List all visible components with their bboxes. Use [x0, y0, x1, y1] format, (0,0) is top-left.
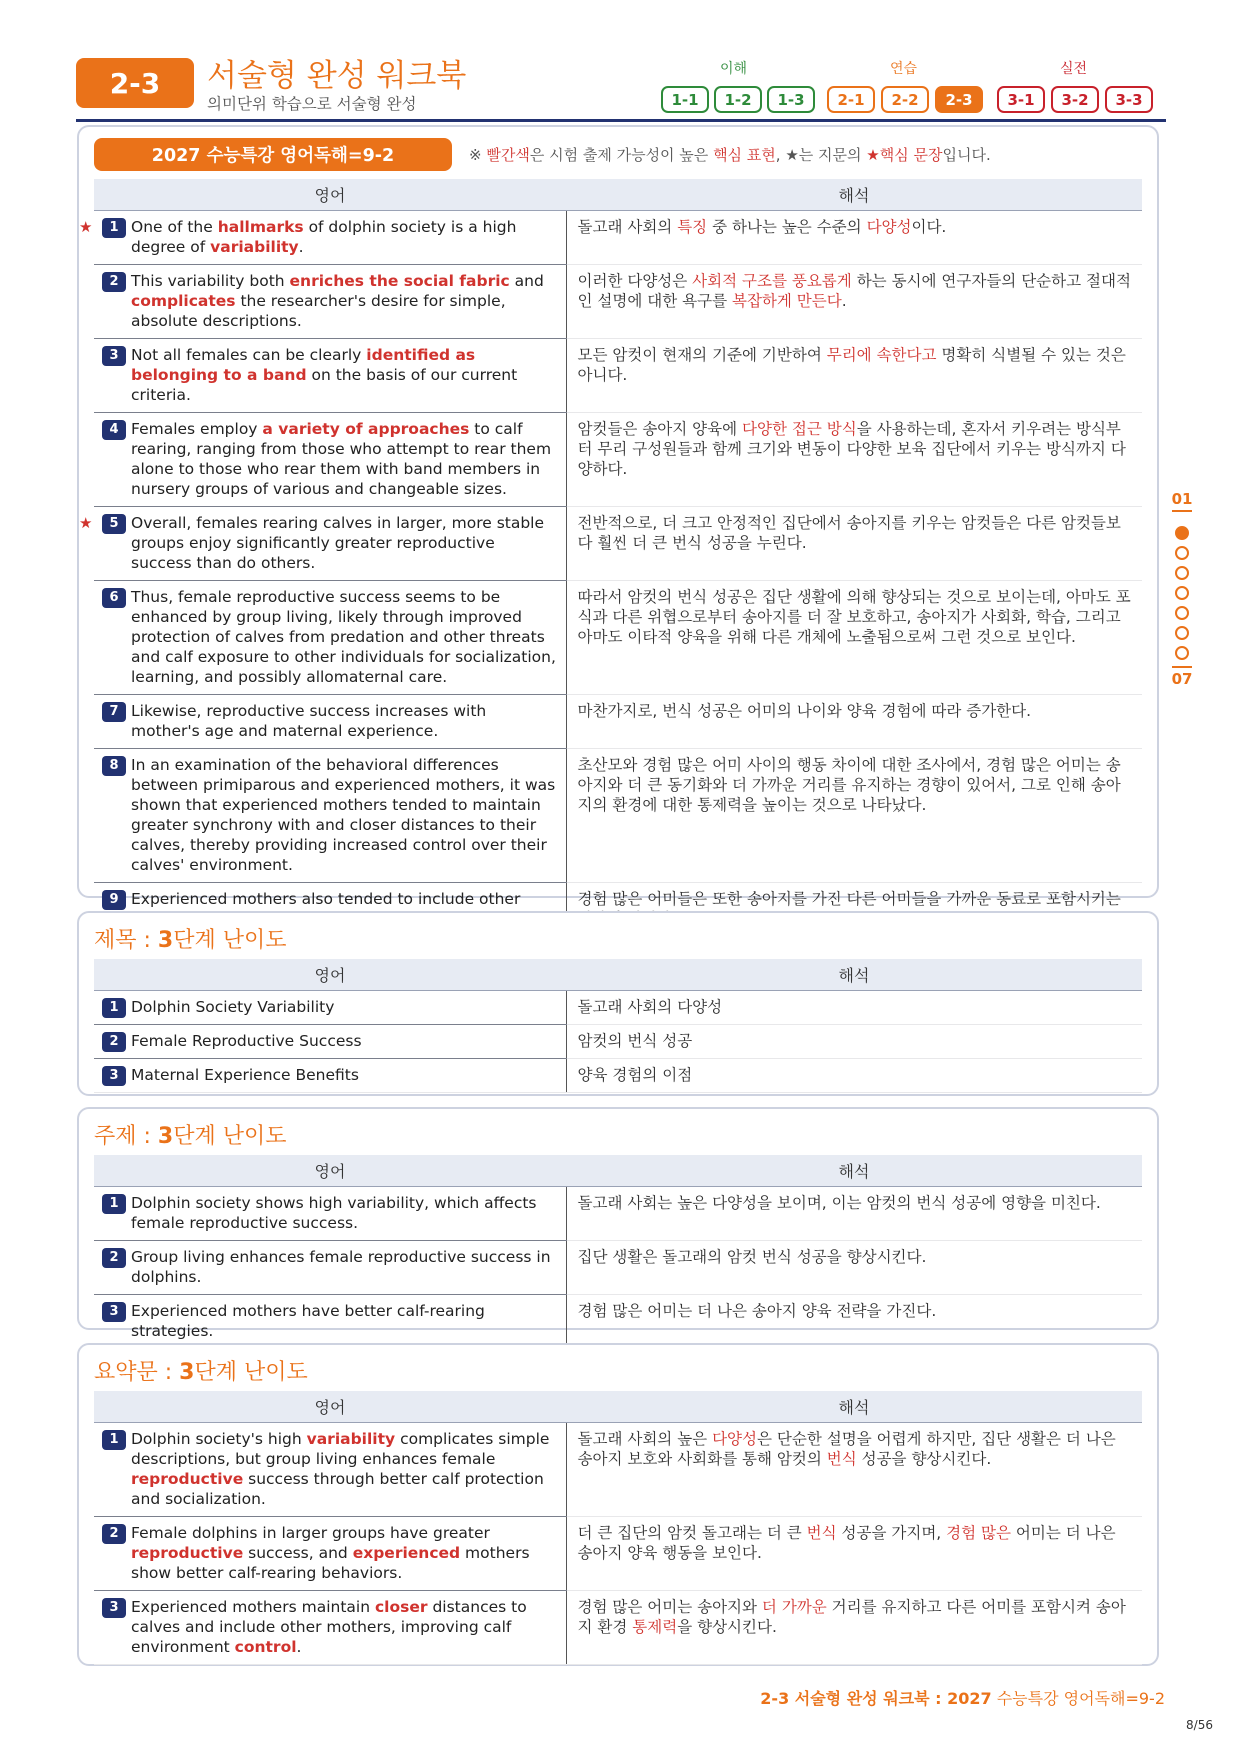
- page-header: [76, 52, 1166, 124]
- table-row: 8 In an examination of the behavioral differences between primiparous and experienced mothers, it was shown that experienced mothers tended to maintain greater synchrony with and closer distances to their calves, thereby providing increased control over their calves' environment. 초산모와 경험 많은 어미 사이의 행동 차이에 대한 조사에서, 경험 많은 어미는 송아지와 더 큰 동기화와 더 가까운 거리를 유지하는 경향이 있어서, 그로 인해 송아지의 환경에 대한 통제력을 높이는 것으로 나타났다.: [94, 748, 1142, 882]
- page-dot[interactable]: [1175, 626, 1189, 640]
- header-divider: [76, 119, 1166, 122]
- page-dot[interactable]: [1175, 546, 1189, 560]
- sentence-number: 5: [102, 514, 126, 534]
- section-title: 주제 : 3단계 난이도: [94, 1124, 287, 1149]
- table-row: 1 Dolphin society shows high variability, which affects female reproductive success. 돌고래 사회는 높은 다양성을 보이며, 이는 암컷의 번식 성공에 영향을 미친다.: [94, 1186, 1142, 1240]
- page-title: 서술형 완성 워크북: [207, 58, 467, 94]
- sentence-number: 1: [102, 218, 126, 238]
- column-header-en: 영어: [94, 1155, 566, 1186]
- source-badge: 2027 수능특강 영어독해=9-2: [94, 138, 452, 171]
- side-page-start: 01: [1171, 490, 1193, 508]
- section-title: 제목 : 3단계 난이도: [94, 928, 287, 953]
- title-table: [94, 959, 1142, 1093]
- sentence-number: 2: [102, 1032, 126, 1052]
- sentence-number: 2: [102, 1524, 126, 1544]
- table-row: ★ 1 One of the hallmarks of dolphin society is a high degree of variability. 돌고래 사회의 특징 중 하나는 높은 수준의 다양성이다.: [94, 210, 1142, 264]
- step-button[interactable]: 3-2: [1051, 86, 1099, 113]
- summary-section: [77, 1343, 1159, 1666]
- step-button[interactable]: 1-2: [714, 86, 762, 113]
- sentence-number: 4: [102, 420, 126, 440]
- column-header-ko: 해석: [566, 179, 1142, 210]
- sentence-number: 2: [102, 1248, 126, 1268]
- side-divider: [1172, 666, 1192, 668]
- step-button[interactable]: 2-1: [827, 86, 875, 113]
- step-button[interactable]: 3-3: [1105, 86, 1153, 113]
- side-page-end: 07: [1171, 670, 1193, 688]
- section-title: 요약문 : 3단계 난이도: [94, 1360, 308, 1385]
- legend-note: ※ 빨간색은 시험 출제 가능성이 높은 핵심 표현, ★는 지문의 ★핵심 문장입니다.: [469, 146, 991, 164]
- column-header-ko: 해석: [566, 959, 1142, 990]
- column-header-ko: 해석: [566, 1155, 1142, 1186]
- page-dot[interactable]: [1175, 646, 1189, 660]
- theme-section: [77, 1107, 1159, 1340]
- table-row: 3 Maternal Experience Benefits 양육 경험의 이점: [94, 1058, 1142, 1092]
- step-navigator: [661, 58, 1166, 114]
- star-icon: ★: [79, 217, 93, 236]
- side-page-indicator: [1168, 490, 1196, 690]
- lesson-badge: 2-3: [76, 58, 194, 108]
- sentence-number: 3: [102, 1066, 126, 1086]
- sentence-number: 7: [102, 702, 126, 722]
- page-number: 8/56: [1186, 1718, 1213, 1732]
- table-row: 7 Likewise, reproductive success increases with mother's age and maternal experience. 마찬가지로, 번식 성공은 어미의 나이와 양육 경험에 따라 증가한다.: [94, 694, 1142, 748]
- page-dot[interactable]: [1175, 566, 1189, 580]
- sentence-number: 2: [102, 272, 126, 292]
- page-subtitle: 의미단위 학습으로 서술형 완성: [207, 95, 417, 113]
- table-row: ★ 5 Overall, females rearing calves in larger, more stable groups enjoy significantly greater reproductive success than do others. 전반적으로, 더 크고 안정적인 집단에서 송아지를 키우는 암컷들은 다른 암컷들보다 훨씬 더 큰 번식 성공을 누린다.: [94, 506, 1142, 580]
- table-row: 1 Dolphin Society Variability 돌고래 사회의 다양성: [94, 990, 1142, 1024]
- page-dot[interactable]: [1175, 586, 1189, 600]
- column-header-en: 영어: [94, 959, 566, 990]
- column-header-en: 영어: [94, 179, 566, 210]
- theme-table: [94, 1155, 1142, 1349]
- table-row: 9 Experienced mothers also tended to include other 경험 많은 어미들은 또한 송아지를 가진 다른 어미들을 가까운 동료로 포함시키는: [94, 882, 1142, 936]
- table-row: 3 Experienced mothers have better calf-rearing strategies. 경험 많은 어미는 더 나은 송아지 양육 전략을 가진다.: [94, 1294, 1142, 1348]
- table-row: 3 Experienced mothers maintain closer distances to calves and include other mothers, improving calf environment control. 경험 많은 어미는 송아지와 더 가까운 거리를 유지하고 다른 어미를 포함시켜 송아지 환경 통제력을 향상시킨다.: [94, 1590, 1142, 1664]
- sentence-number: 1: [102, 998, 126, 1018]
- summary-table: [94, 1391, 1142, 1665]
- table-row: 2 Group living enhances female reproductive success in dolphins. 집단 생활은 돌고래의 암컷 번식 성공을 향상시킨다.: [94, 1240, 1142, 1294]
- table-row: 2 Female Reproductive Success 암컷의 번식 성공: [94, 1024, 1142, 1058]
- sentence-number: 1: [102, 1430, 126, 1450]
- table-row: 3 Not all females can be clearly identified as belonging to a band on the basis of our current criteria. 모든 암컷이 현재의 기준에 기반하여 무리에 속한다고 명확히 식별될 수 있는 것은 아니다.: [94, 338, 1142, 412]
- page-dot[interactable]: [1175, 606, 1189, 620]
- step-button[interactable]: 1-1: [661, 86, 709, 113]
- column-header-ko: 해석: [566, 1391, 1142, 1422]
- title-section: [77, 911, 1159, 1096]
- table-row: 4 Females employ a variety of approaches to calf rearing, ranging from those who attempt to rear them alone to those who rear them with band members in nursery groups of various and changeable sizes. 암컷들은 송아지 양육에 다양한 접근 방식을 사용하는데, 혼자서 키우려는 방식부터 무리 구성원들과 함께 크기와 변동이 다양한 보육 집단에서 키우는 방식까지 다양하다.: [94, 412, 1142, 506]
- side-divider: [1172, 510, 1192, 512]
- table-row: 2 Female dolphins in larger groups have greater reproductive success, and experienced mothers show better calf-rearing behaviors. 더 큰 집단의 암컷 돌고래는 더 큰 번식 성공을 가지며, 경험 많은 어미는 더 나은 송아지 양육 행동을 보인다.: [94, 1516, 1142, 1590]
- page-footer: 2-3 서술형 완성 워크북 : 2027 수능특강 영어독해=9-2: [760, 1689, 1165, 1708]
- table-row: 2 This variability both enriches the social fabric and complicates the researcher's desire for simple, absolute descriptions. 이러한 다양성은 사회적 구조를 풍요롭게 하는 동시에 연구자들의 단순하고 절대적인 설명에 대한 욕구를 복잡하게 만든다.: [94, 264, 1142, 338]
- passage-section: [77, 125, 1159, 908]
- sentence-number: 9: [102, 890, 126, 910]
- step-button-active[interactable]: 2-3: [935, 86, 983, 113]
- star-icon: ★: [79, 513, 93, 532]
- page-dot-active[interactable]: [1175, 526, 1189, 540]
- star-icon: ★: [866, 146, 880, 164]
- sentence-number: 3: [102, 346, 126, 366]
- step-button[interactable]: 2-2: [881, 86, 929, 113]
- step-button[interactable]: 3-1: [997, 86, 1045, 113]
- step-group-label: 실전: [1059, 61, 1088, 77]
- table-row: 6 Thus, female reproductive success seems to be enhanced by group living, likely through improved protection of calves from predation and other threats and calf exposure to other individuals for socialization, learning, and possibly allomaternal care. 따라서 암컷의 번식 성공은 집단 생활에 의해 향상되는 것으로 보이는데, 아마도 포식과 다른 위협으로부터 송아지를 더 잘 보호하고, 송아지가 사회화, 학습, 그리고 아마도 이타적 양육을 위해 다른 개체에 노출됨으로써 그런 것으로 보인다.: [94, 580, 1142, 694]
- passage-table: [79, 179, 1142, 937]
- table-row: 1 Dolphin society's high variability complicates simple descriptions, but group living enhances female reproductive success through better calf protection and socialization. 돌고래 사회의 높은 다양성은 단순한 설명을 어렵게 하지만, 집단 생활은 더 나은 송아지 보호와 사회화를 통해 암컷의 번식 성공을 향상시킨다.: [94, 1422, 1142, 1516]
- sentence-number: 1: [102, 1194, 126, 1214]
- step-group-label: 연습: [889, 61, 918, 77]
- sentence-number: 3: [102, 1598, 126, 1618]
- sentence-number: 8: [102, 756, 126, 776]
- sentence-number: 6: [102, 588, 126, 608]
- step-group-label: 이해: [719, 61, 748, 77]
- sentence-number: 3: [102, 1302, 126, 1322]
- step-button[interactable]: 1-3: [767, 86, 815, 113]
- column-header-en: 영어: [94, 1391, 566, 1422]
